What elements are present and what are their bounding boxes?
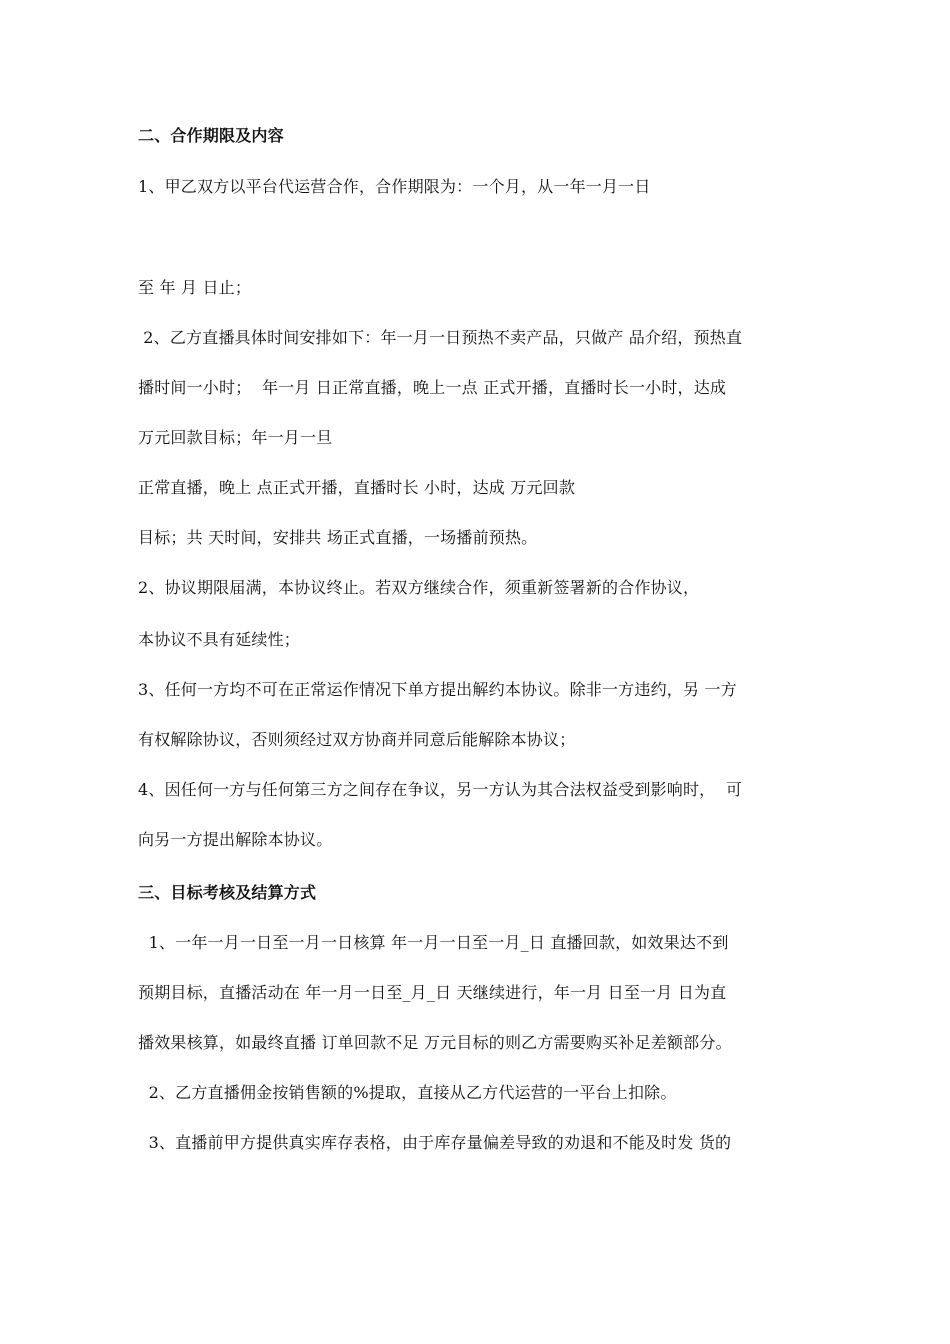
paragraph-line: 正常直播，晚上 点正式开播，直播时长 小时，达成 万元回款: [138, 478, 576, 497]
paragraph-line: 1、一年一月一日至一月一日核算 年一月一日至一月_日 直播回款，如效果达不到: [138, 933, 729, 952]
paragraph-line: 3、任何一方均不可在正常运作情况下单方提出解约本协议。除非一方违约，另 一方: [138, 680, 737, 699]
paragraph-line: 1、甲乙双方以平台代运营合作，合作期限为：一个月，从一年一月一日: [138, 177, 651, 196]
paragraph-line: 至 年 月 日止；: [138, 278, 252, 297]
section-2-heading: 二、合作期限及内容: [138, 126, 284, 145]
paragraph-line: 万元回款目标；年一月一旦: [138, 428, 333, 447]
paragraph-line: 有权解除协议，否则须经过双方协商并同意后能解除本协议；: [138, 730, 576, 749]
paragraph-line: 播效果核算，如最终直播 订单回款不足 万元目标的则乙方需要购买补足差额部分。: [138, 1033, 732, 1052]
paragraph-line: 2、协议期限届满，本协议终止。若双方继续合作，须重新签署新的合作协议，: [138, 578, 700, 597]
section-3-heading: 三、目标考核及结算方式: [138, 883, 317, 902]
paragraph-line: 2、乙方直播佣金按销售额的%提取，直接从乙方代运营的一平台上扣除。: [138, 1083, 677, 1102]
paragraph-line: 向另一方提出解除本协议。: [138, 830, 333, 849]
paragraph-line: 播时间一小时； 年一月 日正常直播，晚上一点 正式开播，直播时长一小时，达成: [138, 378, 727, 397]
paragraph-line: 3、直播前甲方提供真实库存表格，由于库存量偏差导致的劝退和不能及时发 货的: [138, 1133, 732, 1152]
paragraph-line: 本协议不具有延续性；: [138, 630, 301, 649]
paragraph-line: 预期目标，直播活动在 年一月一日至_月_日 天继续进行，年一月 日至一月 日为直: [138, 983, 727, 1002]
paragraph-line: 目标；共 天时间，安排共 场正式直播，一场播前预热。: [138, 528, 538, 547]
paragraph-line: 2、乙方直播具体时间安排如下：年一月一日预热不卖产品，只做产 品介绍，预热直: [138, 328, 743, 347]
paragraph-line: 4、因任何一方与任何第三方之间存在争议，另一方认为其合法权益受到影响时， 可: [138, 780, 743, 799]
